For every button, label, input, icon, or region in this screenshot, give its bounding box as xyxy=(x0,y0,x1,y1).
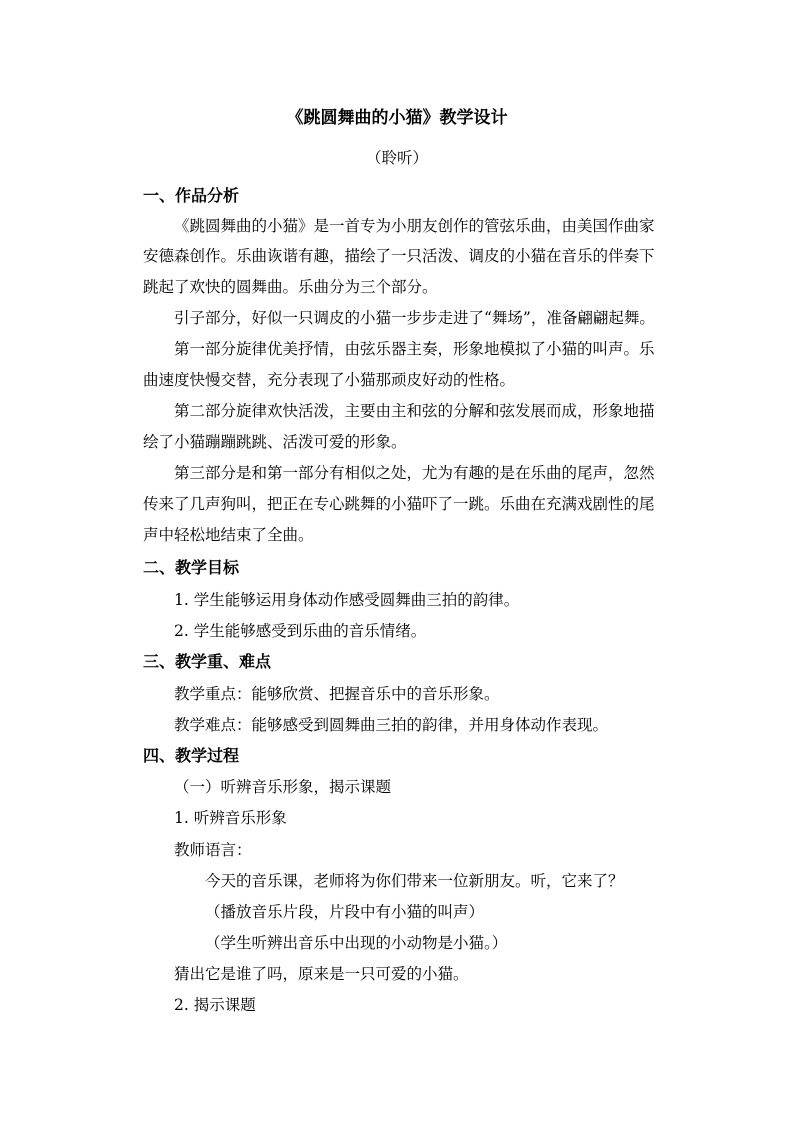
paragraph-line: 引子部分，好似一只调皮的小猫一步步走进了“舞场”，准备翩翩起舞。 xyxy=(174,309,655,327)
paragraph-line: 曲速度快慢交替，充分表现了小猫那顽皮好动的性格。 xyxy=(143,371,516,389)
paragraph-line: 教学重点：能够欣赏、把握音乐中的音乐形象。 xyxy=(174,685,500,703)
list-item: 1. 听辨音乐形象 xyxy=(174,809,287,827)
paragraph-line: 教学难点：能够感受到圆舞曲三拍的韵律，并用身体动作表现。 xyxy=(174,716,609,734)
paragraph-line: 安德森创作。乐曲诙谐有趣，描绘了一只活泼、调皮的小猫在音乐的伴奏下 xyxy=(143,247,655,265)
paragraph-line: 《跳圆舞曲的小猫》是一首专为小朋友创作的管弦乐曲，由美国作曲家 xyxy=(174,217,655,235)
list-item: 1. 学生能够运用身体动作感受圆舞曲三拍的韵律。 xyxy=(174,591,520,609)
paragraph-line: 今天的音乐课，老师将为你们带来一位新朋友。听，它来了？ xyxy=(205,872,624,890)
paragraph-line: 传来了几声狗叫，把正在专心跳舞的小猫吓了一跳。乐曲在充满戏剧性的尾 xyxy=(143,495,655,513)
paragraph-line: 声中轻松地结束了全曲。 xyxy=(143,526,314,544)
stage-direction: （播放音乐片段，片段中有小猫的叫声） xyxy=(205,903,485,921)
document-title: 《跳圆舞曲的小猫》教学设计 xyxy=(286,108,508,128)
document-subtitle: （聆听） xyxy=(365,149,428,167)
subsection-heading: （一）听辨音乐形象，揭示课题 xyxy=(174,778,392,796)
section-heading: 一、作品分析 xyxy=(143,186,240,205)
paragraph-line: 第二部分旋律欢快活泼，主要由主和弦的分解和弦发展而成，形象地描 xyxy=(174,402,655,420)
list-item: 2. 学生能够感受到乐曲的音乐情绪。 xyxy=(174,622,427,640)
paragraph-line: 第一部分旋律优美抒情，由弦乐器主奏，形象地模拟了小猫的叫声。乐 xyxy=(174,340,655,358)
section-heading: 二、教学目标 xyxy=(143,558,240,577)
list-item: 2. 揭示课题 xyxy=(174,996,256,1014)
paragraph-line: 猜出它是谁了吗，原来是一只可爱的小猫。 xyxy=(174,965,469,983)
paragraph-line: 第三部分是和第一部分有相似之处，尤为有趣的是在乐曲的尾声，忽然 xyxy=(174,464,655,482)
paragraph-line: 绘了小猫蹦蹦跳跳、活泼可爱的形象。 xyxy=(143,433,407,451)
section-heading: 四、教学过程 xyxy=(143,746,240,765)
stage-direction: （学生听辨出音乐中出现的小动物是小猫。） xyxy=(205,934,508,952)
paragraph-line: 教师语言： xyxy=(174,841,252,859)
section-heading: 三、教学重、难点 xyxy=(143,652,272,671)
paragraph-line: 跳起了欢快的圆舞曲。乐曲分为三个部分。 xyxy=(143,278,438,296)
